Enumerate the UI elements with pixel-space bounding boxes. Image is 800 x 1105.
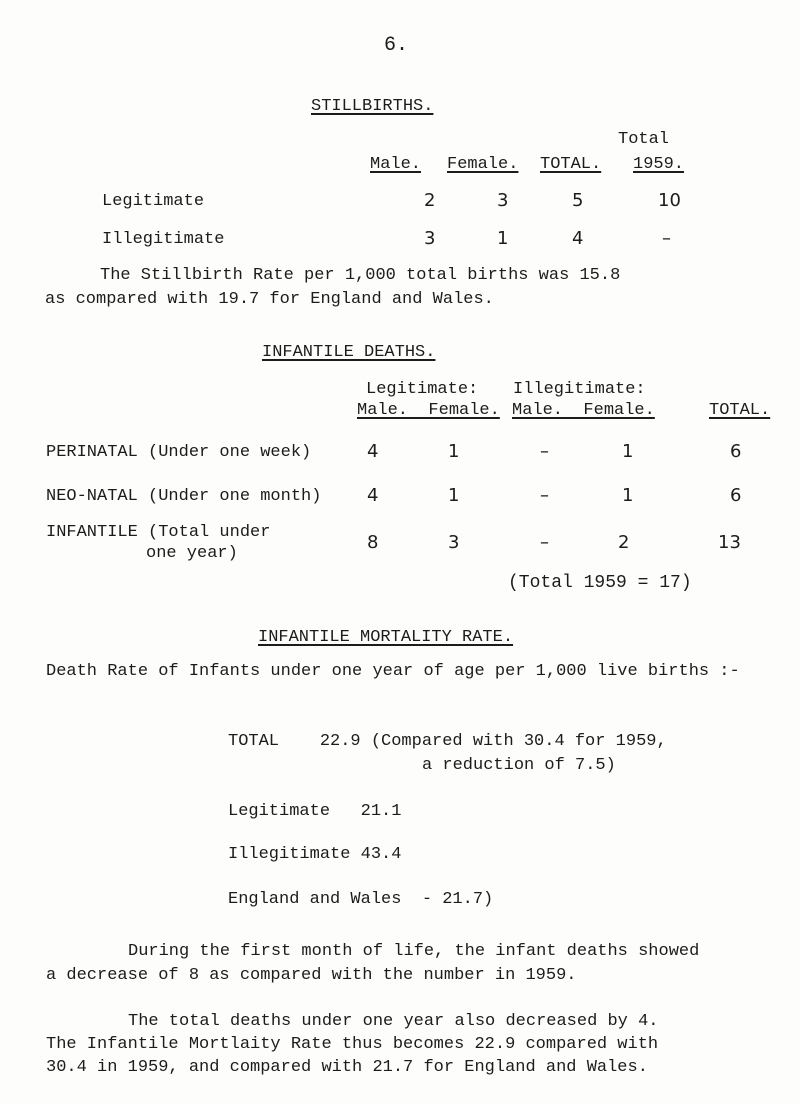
infantile-sub-illegitimate: Male. Female.: [512, 401, 655, 420]
mortality-total-line1: TOTAL 22.9 (Compared with 30.4 for 1959,: [228, 732, 667, 751]
infantile-deaths-heading: INFANTILE DEATHS.: [262, 343, 436, 362]
stillbirths-header-male: Male.: [370, 155, 422, 174]
stillbirths-header-year: 1959.: [633, 155, 685, 174]
stillbirths-total-word: Total: [618, 130, 670, 149]
infantile-row-infantile-label: INFANTILE (Total under: [46, 523, 271, 542]
infantile-cell: 1: [448, 485, 460, 506]
stillbirths-cell: 10: [658, 190, 681, 211]
mortality-total-line2: a reduction of 7.5): [422, 756, 616, 775]
stillbirths-heading: STILLBIRTHS.: [311, 97, 434, 116]
stillbirths-cell: 1: [497, 228, 509, 249]
infantile-cell: 4: [367, 441, 379, 462]
infantile-row-perinatal-label: PERINATAL (Under one week): [46, 443, 312, 462]
infantile-cell: –: [540, 485, 549, 506]
infantile-group-legitimate: Legitimate:: [366, 380, 479, 399]
stillbirths-note-line2: as compared with 19.7 for England and Wales.: [45, 290, 494, 309]
infantile-row-neonatal-label: NEO-NATAL (Under one month): [46, 487, 322, 506]
infantile-cell: 1: [448, 441, 460, 462]
stillbirths-row-illegitimate-label: Illegitimate: [102, 230, 225, 249]
infantile-cell: –: [540, 441, 549, 462]
infantile-row-infantile-label2: one year): [146, 544, 238, 563]
mortality-illegitimate: Illegitimate 43.4: [228, 845, 402, 864]
mortality-rate-heading: INFANTILE MORTALITY RATE.: [258, 628, 514, 647]
stillbirths-header-female: Female.: [447, 155, 519, 174]
infantile-total-label: TOTAL.: [709, 401, 771, 420]
paragraph2-line1: The total deaths under one year also decreased by 4.: [128, 1012, 659, 1031]
infantile-cell: 3: [448, 532, 460, 553]
infantile-cell: –: [540, 532, 549, 553]
infantile-cell: 6: [730, 485, 742, 506]
stillbirths-cell: 3: [497, 190, 509, 211]
infantile-total-note: (Total 1959 = 17): [508, 573, 692, 593]
infantile-cell: 1: [622, 485, 634, 506]
mortality-england-wales: England and Wales - 21.7): [228, 890, 494, 909]
stillbirths-cell: 2: [424, 190, 436, 211]
stillbirths-cell: 5: [572, 190, 584, 211]
mortality-legitimate: Legitimate 21.1: [228, 802, 402, 821]
infantile-sub-legitimate: Male. Female.: [357, 401, 500, 420]
paragraph1-line2: a decrease of 8 as compared with the number in 1959.: [46, 966, 577, 985]
mortality-rate-intro: Death Rate of Infants under one year of age per 1,000 live births :-: [46, 662, 740, 681]
infantile-cell: 13: [718, 532, 741, 553]
stillbirths-row-legitimate-label: Legitimate: [102, 192, 205, 211]
infantile-cell: 1: [622, 441, 634, 462]
stillbirths-note-line1: The Stillbirth Rate per 1,000 total births was 15.8: [100, 266, 621, 285]
infantile-group-illegitimate: Illegitimate:: [513, 380, 646, 399]
stillbirths-cell: 4: [572, 228, 584, 249]
paragraph1-line1: During the first month of life, the infant deaths showed: [128, 942, 700, 961]
paragraph2-line2: The Infantile Mortlaity Rate thus becomes 22.9 compared with: [46, 1035, 659, 1054]
stillbirths-cell: –: [662, 228, 671, 249]
infantile-cell: 4: [367, 485, 379, 506]
page-number: 6.: [384, 34, 409, 57]
infantile-cell: 8: [367, 532, 379, 553]
infantile-cell: 2: [618, 532, 630, 553]
stillbirths-cell: 3: [424, 228, 436, 249]
paragraph2-line3: 30.4 in 1959, and compared with 21.7 for England and Wales.: [46, 1058, 648, 1077]
infantile-cell: 6: [730, 441, 742, 462]
stillbirths-header-total: TOTAL.: [540, 155, 602, 174]
